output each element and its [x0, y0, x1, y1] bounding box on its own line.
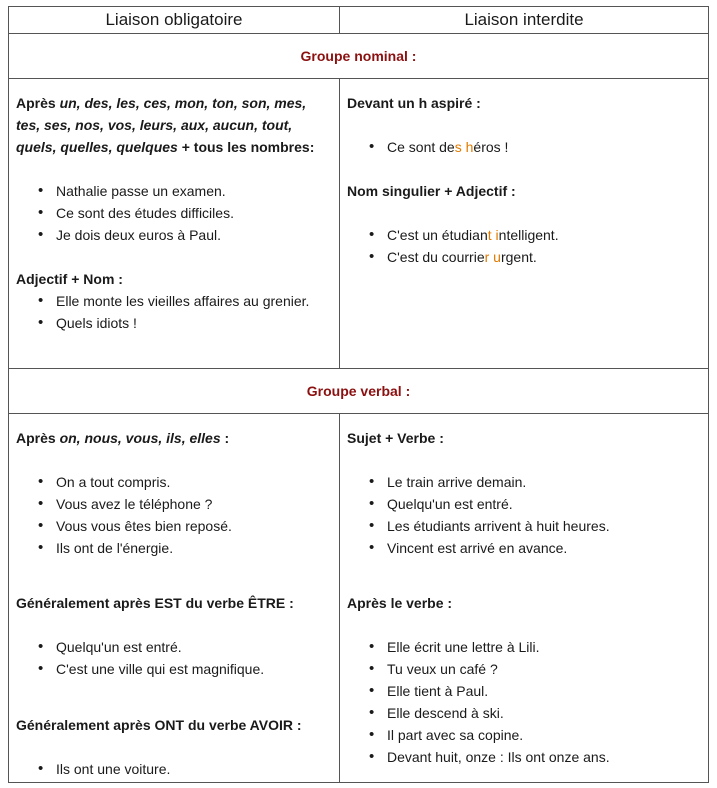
- list-item: • Je dois deux euros à Paul.: [16, 224, 333, 246]
- h-aspire-examples: [347, 136, 702, 158]
- nominal-obligatoire-examples: [16, 180, 333, 246]
- list-item: • Devant huit, onze : Ils ont onze ans.: [347, 746, 702, 768]
- sujet-verbe-examples: [347, 471, 702, 559]
- list-item: • Tu veux un café ?: [347, 658, 702, 680]
- list-item: • Il part avec sa copine.: [347, 724, 702, 746]
- list-item: • Nathalie passe un examen.: [16, 180, 333, 202]
- list-item: • Ce sont des héros !: [347, 136, 702, 158]
- est-etre-heading: Généralement après EST du verbe ÊTRE :: [16, 595, 294, 611]
- list-item: • C'est un étudiant intelligent.: [347, 224, 702, 246]
- apres-verbe-examples: [347, 636, 702, 768]
- pronoms-examples: [16, 471, 333, 559]
- list-item: • Vous avez le téléphone ?: [16, 493, 333, 515]
- list-item: • Quelqu'un est entré.: [347, 493, 702, 515]
- liaison-table: [8, 6, 709, 783]
- list-item: • Vincent est arrivé en avance.: [347, 537, 702, 559]
- list-item: • C'est du courrier urgent.: [347, 246, 702, 268]
- nominal-obligatoire-heading: Après un, des, les, ces, mon, ton, son, mes, tes, ses, nos, vos, leurs, aux, aucun, tout, quels, quelles, quelques + tous les nombres:: [16, 95, 315, 155]
- sujet-verbe-heading: Sujet + Verbe :: [347, 430, 444, 446]
- adjectif-nom-examples: [16, 290, 333, 334]
- h-aspire-heading: Devant un h aspiré :: [347, 95, 481, 111]
- nom-singulier-adjectif-examples: [347, 224, 702, 268]
- list-item: • Quelqu'un est entré.: [16, 636, 333, 658]
- list-item: • Ils ont une voiture.: [16, 758, 333, 780]
- adjectif-nom-heading: Adjectif + Nom :: [16, 271, 123, 287]
- list-item: • Elle descend à ski.: [347, 702, 702, 724]
- list-item: • Elle monte les vieilles affaires au grenier.: [16, 290, 333, 312]
- ont-avoir-heading: Généralement après ONT du verbe AVOIR :: [16, 717, 302, 733]
- list-item: • Les étudiants arrivent à huit heures.: [347, 515, 702, 537]
- list-item: • Vous vous êtes bien reposé.: [16, 515, 333, 537]
- list-item: • Elle écrit une lettre à Lili.: [347, 636, 702, 658]
- est-etre-examples: [16, 636, 333, 680]
- col-header-interdite: Liaison interdite: [340, 7, 709, 34]
- apres-verbe-heading: Après le verbe :: [347, 595, 453, 611]
- verbal-interdite-cell: [340, 414, 709, 783]
- pronoms-heading: Après on, nous, vous, ils, elles :: [16, 430, 230, 446]
- nominal-obligatoire-cell: [9, 79, 340, 369]
- nom-singulier-adjectif-heading: Nom singulier + Adjectif :: [347, 183, 516, 199]
- list-item: • Elle tient à Paul.: [347, 680, 702, 702]
- list-item: • C'est une ville qui est magnifique.: [16, 658, 333, 680]
- nominal-interdite-cell: [340, 79, 709, 369]
- list-item: • Quels idiots !: [16, 312, 333, 334]
- verbal-obligatoire-cell: [9, 414, 340, 783]
- section-title-verbal: Groupe verbal :: [9, 369, 709, 414]
- list-item: • Le train arrive demain.: [347, 471, 702, 493]
- section-title-nominal: Groupe nominal :: [9, 34, 709, 79]
- list-item: • Ils ont de l'énergie.: [16, 537, 333, 559]
- liaison-table-sheet: [8, 6, 708, 782]
- ont-avoir-examples: [16, 758, 333, 780]
- list-item: • Ce sont des études difficiles.: [16, 202, 333, 224]
- list-item: • On a tout compris.: [16, 471, 333, 493]
- col-header-obligatoire: Liaison obligatoire: [9, 7, 340, 34]
